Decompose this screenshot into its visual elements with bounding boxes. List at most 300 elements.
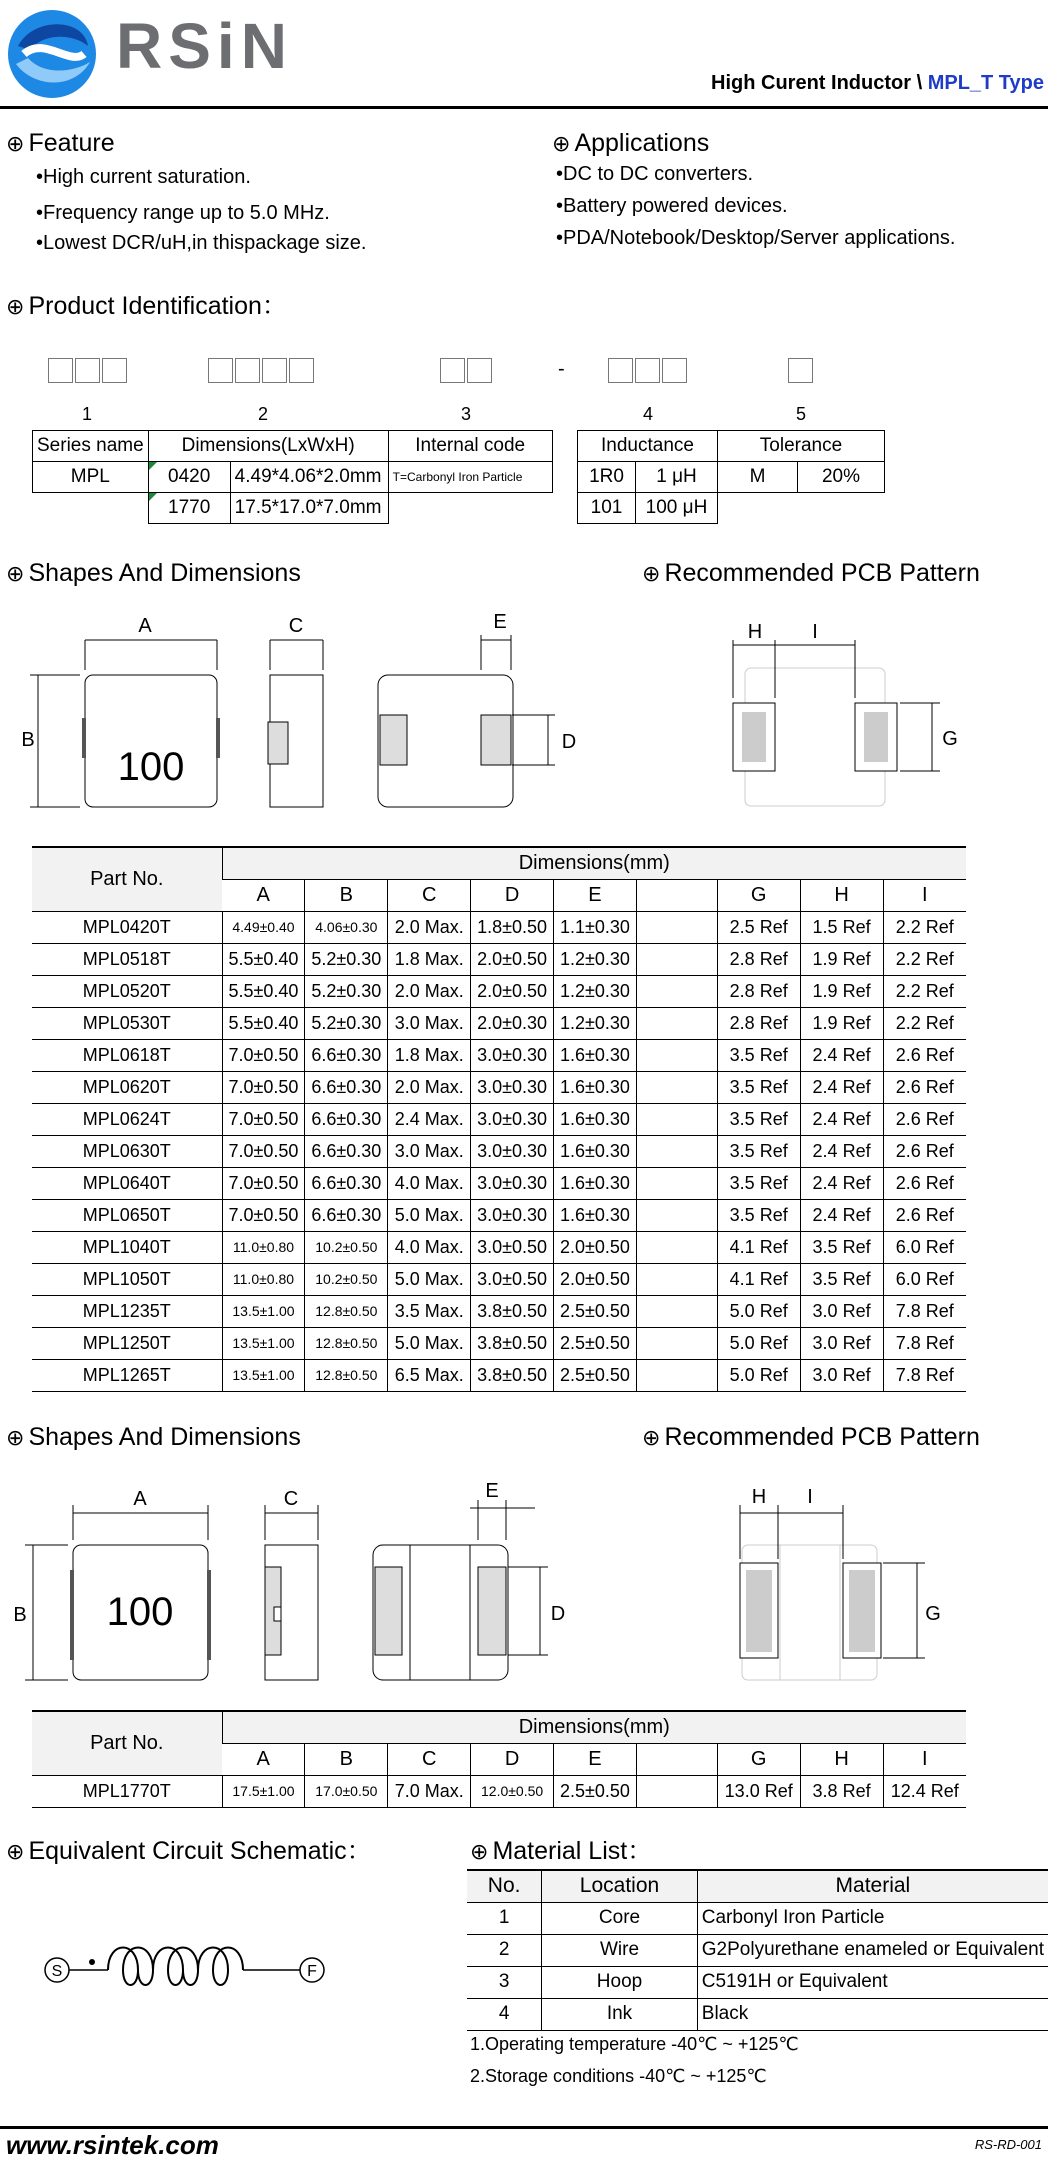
dimension-cell: 10.2±0.50 [305,1231,388,1263]
brand-name: RSiN [116,10,293,82]
label-d: D [550,1603,566,1625]
inductance-value: 1 μH [636,462,718,493]
dimension-cell: 2.4 Ref [800,1039,883,1071]
part-number-cell: MPL0520T [32,975,222,1007]
circuit-title-text: Equivalent Circuit Schematic： [28,1837,372,1865]
id-box-group-2 [208,358,316,388]
column-header: B [305,879,388,911]
dimension-cell: 2.0±0.50 [554,1231,637,1263]
dimension-cell: 7.0±0.50 [222,1199,305,1231]
pcb-title-text: Recommended PCB Pattern [664,1423,980,1451]
label-c: C [288,615,304,637]
material-no: 1 [467,1902,542,1934]
identification-table-series [32,430,553,524]
dimension-cell: 12.8±0.50 [305,1327,388,1359]
dimension-cell: 3.0±0.30 [471,1167,554,1199]
part-number-cell: MPL0630T [32,1135,222,1167]
dimension-cell: 3.0 Ref [800,1295,883,1327]
dimension-cell: 2.4 Ref [800,1071,883,1103]
dimension-cell: 7.0±0.50 [222,1135,305,1167]
material-location: Hoop [542,1966,698,1998]
label-a: A [133,1488,147,1510]
dimension-cell: 5.2±0.30 [305,943,388,975]
start-label: S [51,1963,63,1980]
applications-title-text: Applications [574,129,710,157]
id-number: 1 [82,404,93,424]
dimension-cell: 3.5 Ref [800,1263,883,1295]
label-b: B [13,1604,27,1626]
table-row [32,1167,966,1199]
dimension-cell: 3.5 Ref [717,1071,800,1103]
table-row [32,1327,966,1359]
dimension-cell: 3.0±0.30 [471,1071,554,1103]
part-number-cell: MPL0530T [32,1007,222,1039]
dimension-cell: 1.5 Ref [800,911,883,943]
header-dimensions-mm: Dimensions(mm) [222,1711,966,1743]
dimension-cell [636,1199,717,1231]
column-header: I [883,1743,966,1775]
id-number: 5 [796,404,807,424]
table-row [467,1902,1048,1934]
part-number-cell: MPL0620T [32,1071,222,1103]
part-number-cell: MPL1050T [32,1263,222,1295]
circle-plus-icon: ⊕ [6,294,25,319]
dimension-cell: 5.0 Ref [717,1327,800,1359]
dimension-cell: 1.9 Ref [800,975,883,1007]
title-type: MPL_T Type [927,72,1044,94]
column-header: H [800,879,883,911]
dimension-cell: 2.2 Ref [883,911,966,943]
dimension-cell: 2.0 Max. [388,911,471,943]
circuit-title [6,1839,372,1864]
tolerance-code: M [718,462,798,493]
dimension-cell: 5.5±0.40 [222,975,305,1007]
id-dash: - [558,358,565,380]
finish-label: F [307,1963,317,1980]
material-no: 3 [467,1966,542,1998]
header-internal-code: Internal code [388,431,552,462]
header-inductance: Inductance [578,431,718,462]
dimension-cell: 13.5±1.00 [222,1327,305,1359]
circle-plus-icon: ⊕ [6,561,25,586]
applications-title [552,131,709,156]
dimension-cell: 10.2±0.50 [305,1263,388,1295]
dimension-cell: 5.0 Ref [717,1295,800,1327]
pcb-title-text: Recommended PCB Pattern [664,559,980,587]
document-code: RS-RD-001 [974,2137,1042,2152]
inductance-value: 100 μH [636,493,718,524]
internal-code-value: T=Carbonyl Iron Particle [388,462,552,493]
feature-bullet: •High current saturation. [36,166,251,188]
label-c: C [283,1488,299,1510]
table-row [467,1998,1048,2030]
column-header: G [717,879,800,911]
dimension-cell [636,1071,717,1103]
circle-plus-icon: ⊕ [6,1425,25,1450]
dimension-cell: 2.4 Ref [800,1103,883,1135]
material-no: 4 [467,1998,542,2030]
dimension-cell: 3.0±0.30 [471,1039,554,1071]
id-number: 2 [258,404,269,424]
identification-table-inductance [577,430,885,524]
dimension-cell: 3.8±0.50 [471,1295,554,1327]
dimension-cell: 7.0±0.50 [222,1103,305,1135]
dimension-cell: 12.0±0.50 [471,1775,554,1807]
dimension-cell: 2.0±0.30 [471,1007,554,1039]
table-row [32,1199,966,1231]
dimension-cell: 13.0 Ref [717,1775,800,1807]
dimension-cell: 4.1 Ref [717,1263,800,1295]
dimension-cell: 3.5 Ref [717,1167,800,1199]
dimension-cell: 1.8 Max. [388,1039,471,1071]
column-header: E [554,879,637,911]
column-header [636,879,717,911]
circle-plus-icon: ⊕ [470,1839,489,1864]
materials-table [467,1869,1048,2031]
identification-title [6,294,287,319]
dimension-cell: 11.0±0.80 [222,1231,305,1263]
part-number-cell: MPL0640T [32,1167,222,1199]
dimension-cell: 2.5±0.50 [554,1327,637,1359]
id-number: 3 [461,404,472,424]
column-header: A [222,879,305,911]
dimension-cell: 6.5 Max. [388,1359,471,1391]
table-row [32,975,966,1007]
label-d: D [561,731,577,753]
dimension-cell: 2.5±0.50 [554,1359,637,1391]
dimension-cell [636,1231,717,1263]
part-number-cell: MPL0420T [32,911,222,943]
dimension-cell: 7.8 Ref [883,1327,966,1359]
dimension-cell: 6.6±0.30 [305,1071,388,1103]
feature-bullet: •Frequency range up to 5.0 MHz. [36,202,330,224]
dimension-cell [636,1039,717,1071]
dimension-cell: 6.6±0.30 [305,1039,388,1071]
header-part-no: Part No. [32,1711,222,1775]
dimension-cell [636,1167,717,1199]
header-tolerance: Tolerance [718,431,885,462]
dimension-cell: 5.0 Max. [388,1327,471,1359]
column-header: C [388,1743,471,1775]
column-header: D [471,879,554,911]
shapes-title-text: Shapes And Dimensions [28,1423,301,1451]
header-dimensions: Dimensions(LxWxH) [148,431,388,462]
dimension-cell: 1.2±0.30 [554,975,637,1007]
feature-title-text: Feature [28,129,115,157]
dimension-cell: 3.5 Max. [388,1295,471,1327]
dimension-cell [636,1263,717,1295]
dimension-cell: 1.8±0.50 [471,911,554,943]
dimension-cell: 4.0 Max. [388,1231,471,1263]
dimension-cell: 3.0 Max. [388,1135,471,1167]
material-location: Ink [542,1998,698,2030]
label-g: G [942,728,958,750]
dimension-cell [636,943,717,975]
application-bullet: •DC to DC converters. [556,163,754,185]
dimension-cell: 2.8 Ref [717,975,800,1007]
dimension-cell: 7.8 Ref [883,1295,966,1327]
size-dimensions: 17.5*17.0*7.0mm [230,493,388,524]
feature-bullet: •Lowest DCR/uH,in thispackage size. [36,232,367,254]
dimension-cell: 2.6 Ref [883,1039,966,1071]
label-e: E [485,1480,499,1502]
dimension-cell: 6.6±0.30 [305,1135,388,1167]
dimension-cell: 3.5 Ref [717,1039,800,1071]
part-number-cell: MPL1265T [32,1359,222,1391]
table-row [32,1295,966,1327]
dimension-cell: 5.0 Max. [388,1199,471,1231]
dimension-cell: 13.5±1.00 [222,1359,305,1391]
table-row [32,1231,966,1263]
dimension-cell: 5.5±0.40 [222,943,305,975]
material-location: Core [542,1902,698,1934]
dimension-cell: 13.5±1.00 [222,1295,305,1327]
circle-plus-icon: ⊕ [642,561,661,586]
coil-icon [108,1948,243,1986]
part-number-cell: MPL1770T [32,1775,222,1807]
dimension-cell: 2.4 Ref [800,1167,883,1199]
part-number-cell: MPL1235T [32,1295,222,1327]
dimension-cell: 6.6±0.30 [305,1199,388,1231]
table-row [32,1359,966,1391]
header-material: Material [697,1870,1048,1902]
dimension-cell: 3.0±0.30 [471,1199,554,1231]
dimension-cell: 3.0 Max. [388,1007,471,1039]
dimension-cell: 2.0±0.50 [554,1263,637,1295]
shapes-title [6,561,301,586]
material-name: Carbonyl Iron Particle [697,1902,1048,1934]
header-dimensions-mm: Dimensions(mm) [222,847,966,879]
id-box-group-4 [608,358,689,388]
dimension-cell: 2.4 Max. [388,1103,471,1135]
part-number-cell: MPL0650T [32,1199,222,1231]
dimension-cell: 6.0 Ref [883,1231,966,1263]
dimension-cell: 2.6 Ref [883,1167,966,1199]
dimension-cell: 4.0 Max. [388,1167,471,1199]
dimension-cell: 3.8 Ref [800,1775,883,1807]
dimension-cell [636,1327,717,1359]
header-part-no: Part No. [32,847,222,911]
dimension-cell: 3.0±0.50 [471,1231,554,1263]
dimension-cell: 7.8 Ref [883,1359,966,1391]
label-i: I [812,621,818,643]
dimension-cell: 7.0±0.50 [222,1167,305,1199]
dimension-cell: 1.2±0.30 [554,1007,637,1039]
marking-code: 100 [106,1590,174,1634]
dimension-cell: 6.6±0.30 [305,1167,388,1199]
column-header: B [305,1743,388,1775]
polarity-dot-icon [89,1959,95,1965]
dimension-cell [636,1007,717,1039]
dimension-cell: 5.0 Ref [717,1359,800,1391]
table-row [32,1135,966,1167]
dimension-cell: 6.6±0.30 [305,1103,388,1135]
label-g: G [925,1603,941,1625]
label-e: E [493,611,507,633]
table-row [32,943,966,975]
column-header: H [800,1743,883,1775]
dimension-cell [636,1359,717,1391]
part-number-cell: MPL0618T [32,1039,222,1071]
table-row [467,1966,1048,1998]
dimension-cell: 1.6±0.30 [554,1039,637,1071]
header-no: No. [467,1870,542,1902]
dimension-cell [636,1775,717,1807]
dimension-cell: 1.1±0.30 [554,911,637,943]
dimension-cell [636,1103,717,1135]
dimension-cell: 1.6±0.30 [554,1071,637,1103]
table-row [32,911,966,943]
id-number: 4 [643,404,654,424]
dimension-cell: 2.8 Ref [717,943,800,975]
dimension-cell: 5.0 Max. [388,1263,471,1295]
table-row [32,1103,966,1135]
dimension-cell: 2.6 Ref [883,1135,966,1167]
material-name: Black [697,1998,1048,2030]
materials-title-text: Material List： [492,1837,653,1865]
dimension-cell: 1.6±0.30 [554,1199,637,1231]
dimension-cell: 2.2 Ref [883,943,966,975]
tolerance-value: 20% [798,462,885,493]
dimension-cell: 3.0 Ref [800,1327,883,1359]
inductor-schematic [30,1930,350,2010]
column-header: E [554,1743,637,1775]
application-bullet: •PDA/Notebook/Desktop/Server applications. [556,227,956,249]
dimension-cell: 2.6 Ref [883,1199,966,1231]
materials-title [470,1839,652,1864]
dimension-cell: 3.8±0.50 [471,1359,554,1391]
label-i: I [807,1486,813,1508]
column-header: D [471,1743,554,1775]
dimension-cell: 12.4 Ref [883,1775,966,1807]
dimension-cell: 2.0±0.50 [471,975,554,1007]
dimension-cell: 2.0 Max. [388,1071,471,1103]
shapes-diagram-2 [0,1475,1048,1695]
dimension-cell: 2.6 Ref [883,1103,966,1135]
dimension-cell: 12.8±0.50 [305,1359,388,1391]
dimension-cell [636,975,717,1007]
dimension-cell: 1.6±0.30 [554,1167,637,1199]
dimension-cell: 7.0 Max. [388,1775,471,1807]
part-number-cell: MPL1040T [32,1231,222,1263]
size-code: 1770 [148,493,230,524]
dimension-cell: 4.1 Ref [717,1231,800,1263]
dimension-cell: 1.6±0.30 [554,1135,637,1167]
note-storage: 2.Storage conditions -40℃ ~ +125℃ [470,2066,767,2086]
title-prefix: High Curent Inductor \ [711,72,928,94]
dimension-cell: 2.6 Ref [883,1071,966,1103]
shapes-title [6,1425,301,1450]
id-box-group-5 [788,358,815,388]
dimension-cell: 3.5 Ref [717,1135,800,1167]
dimension-cell: 3.0±0.30 [471,1103,554,1135]
table-row [32,1039,966,1071]
size-code: 0420 [148,462,230,493]
material-name: G2Polyurethane enameled or Equivalent [697,1934,1048,1966]
dimension-cell: 3.8±0.50 [471,1327,554,1359]
material-no: 2 [467,1934,542,1966]
material-name: C5191H or Equivalent [697,1966,1048,1998]
dimension-cell: 1.2±0.30 [554,943,637,975]
dimension-cell: 2.4 Ref [800,1199,883,1231]
label-b: B [21,729,35,751]
dimension-cell: 3.5 Ref [717,1103,800,1135]
dimension-cell: 1.8 Max. [388,943,471,975]
dimension-cell: 4.49±0.40 [222,911,305,943]
header-location: Location [542,1870,698,1902]
document-title [711,72,1044,95]
header-divider [0,106,1048,109]
label-h: H [747,621,763,643]
part-number-cell: MPL0518T [32,943,222,975]
pcb-title [642,1425,980,1450]
table-row [467,1934,1048,1966]
shapes-title-text: Shapes And Dimensions [28,559,301,587]
circle-plus-icon: ⊕ [552,131,571,156]
dimensions-table-1 [32,846,966,1392]
dimension-cell: 12.8±0.50 [305,1295,388,1327]
dimension-cell: 2.0 Max. [388,975,471,1007]
part-number-cell: MPL0624T [32,1103,222,1135]
note-operating-temp: 1.Operating temperature -40℃ ~ +125℃ [470,2034,799,2054]
column-header: I [883,879,966,911]
dimension-cell: 3.0±0.30 [471,1135,554,1167]
table-row [32,1775,966,1807]
dimension-cell: 6.0 Ref [883,1263,966,1295]
identification-title-text: Product Identification： [28,292,287,320]
dimension-cell [636,911,717,943]
dimension-cell: 2.2 Ref [883,975,966,1007]
inductance-code: 1R0 [578,462,636,493]
dimension-cell: 3.0±0.50 [471,1263,554,1295]
id-box-group-3 [440,358,494,388]
dimensions-table-2 [32,1710,966,1808]
circle-plus-icon: ⊕ [6,1839,25,1864]
website-link[interactable]: www.rsintek.com [6,2130,219,2160]
dimension-cell: 3.0 Ref [800,1359,883,1391]
label-h: H [751,1486,767,1508]
dimension-cell: 5.2±0.30 [305,975,388,1007]
feature-title [6,131,115,156]
dimension-cell: 7.0±0.50 [222,1039,305,1071]
dimension-cell: 5.2±0.30 [305,1007,388,1039]
dimension-cell: 7.0±0.50 [222,1071,305,1103]
series-value: MPL [33,462,149,493]
material-location: Wire [542,1934,698,1966]
column-header [636,1743,717,1775]
dimension-cell: 1.9 Ref [800,943,883,975]
application-bullet: •Battery powered devices. [556,195,788,217]
dimension-cell: 17.0±0.50 [305,1775,388,1807]
header-series-name: Series name [33,431,149,462]
table-row [32,1007,966,1039]
part-number-cell: MPL1250T [32,1327,222,1359]
pcb-title [642,561,980,586]
footer-divider [0,2126,1048,2129]
dimension-cell: 2.0±0.50 [471,943,554,975]
circle-plus-icon: ⊕ [6,131,25,156]
dimension-cell: 1.9 Ref [800,1007,883,1039]
dimension-cell: 2.2 Ref [883,1007,966,1039]
marking-code: 100 [117,745,185,789]
shapes-diagram-1 [0,600,1048,820]
dimension-cell: 5.5±0.40 [222,1007,305,1039]
column-header: A [222,1743,305,1775]
dimension-cell: 2.5 Ref [717,911,800,943]
id-box-group-1 [48,358,129,388]
column-header: C [388,879,471,911]
dimension-cell: 3.5 Ref [717,1199,800,1231]
